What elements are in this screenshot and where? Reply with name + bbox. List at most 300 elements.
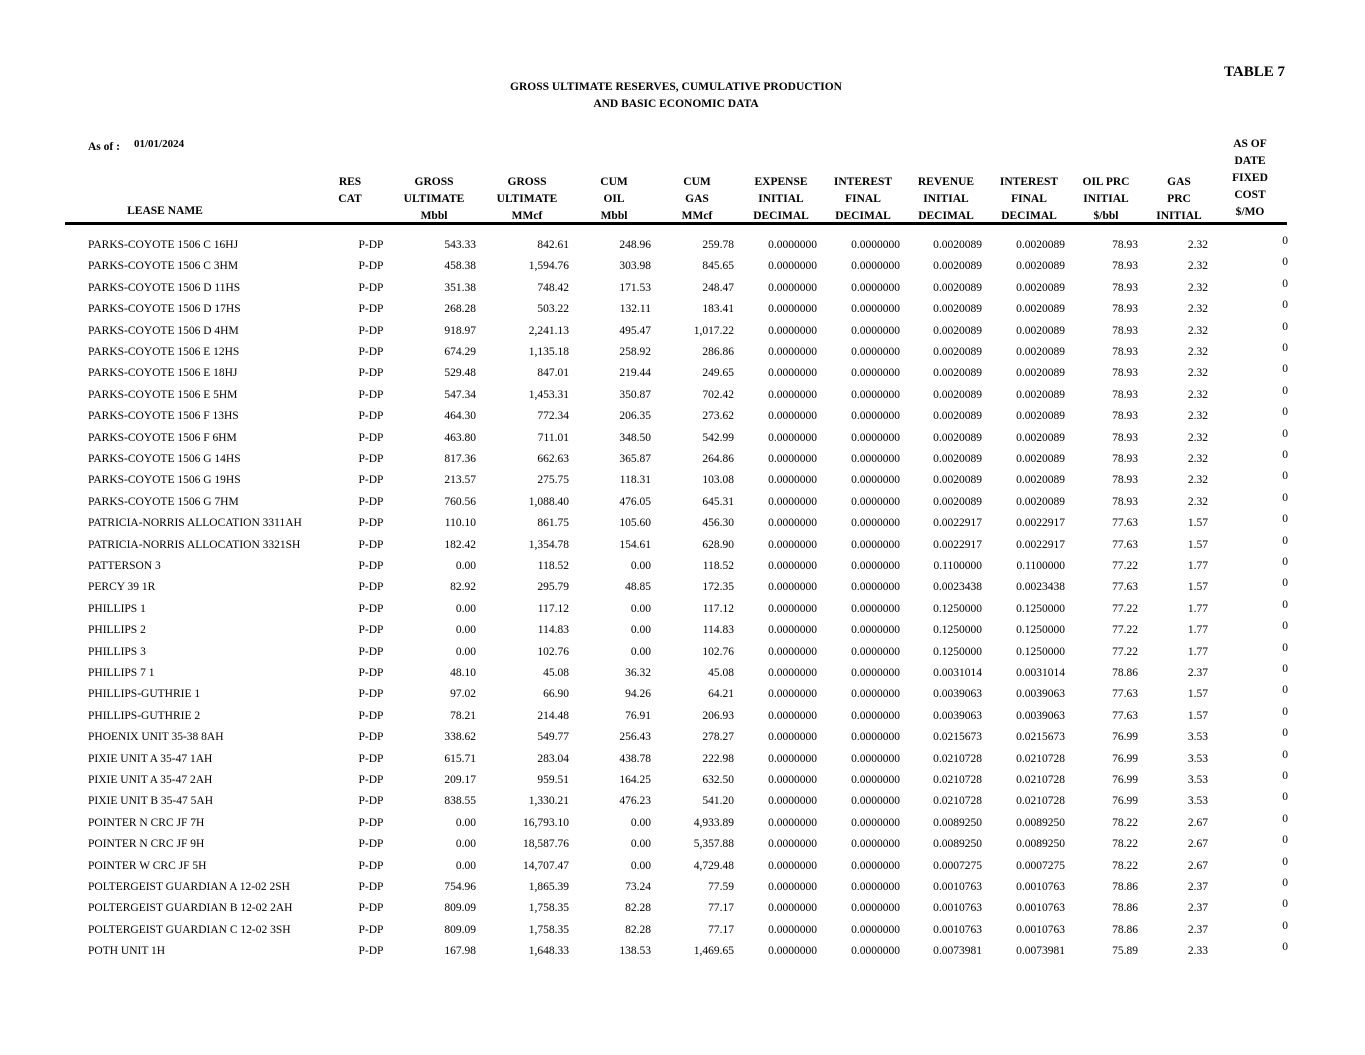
oil-price-cell: 78.93 (1112, 495, 1138, 508)
expense-initial-cell: 0.0000000 (768, 881, 817, 893)
revenue-initial-cell: 0.0010763 (933, 923, 982, 936)
gross-ultimate-oil-cell: 458.38 (444, 260, 476, 273)
gas-price-cell: 1.77 (1187, 645, 1208, 658)
interest-final-1-cell: 0.0000000 (851, 538, 900, 551)
lease-name-cell: PARKS-COYOTE 1506 E 12HS (88, 346, 240, 358)
interest-final-2-cell: 0.0039063 (1016, 688, 1065, 701)
revenue-initial-cell: 0.0020089 (933, 260, 982, 273)
interest-final-1-cell: 0.0000000 (851, 709, 900, 722)
interest-final-1-cell: 0.0000000 (851, 517, 900, 530)
gross-ultimate-gas-cell: 772.34 (537, 410, 569, 423)
interest-final-2-cell: 0.0020089 (1016, 346, 1065, 358)
cum-oil-cell: 171.53 (619, 281, 651, 294)
revenue-initial-cell: 0.1250000 (933, 645, 982, 658)
cum-oil-cell: 350.87 (619, 388, 651, 401)
oil-price-cell: 77.63 (1112, 688, 1138, 701)
expense-initial-cell: 0.0000000 (768, 324, 817, 337)
fixed-cost-cell: 0 (1282, 598, 1288, 611)
oil-price-cell: 78.93 (1112, 303, 1138, 316)
revenue-initial-cell: 0.0020089 (933, 388, 982, 401)
fixed-cost-cell: 0 (1282, 449, 1288, 461)
interest-final-2-cell: 0.1100000 (1016, 560, 1065, 572)
gas-price-cell: 1.57 (1187, 538, 1208, 551)
table-row (0, 834, 1365, 859)
cum-oil-cell: 132.11 (619, 303, 651, 316)
lease-name-cell: PARKS-COYOTE 1506 D 11HS (88, 281, 241, 294)
interest-final-2-cell: 0.0010763 (1016, 881, 1065, 893)
oil-price-cell: 77.63 (1112, 538, 1138, 551)
cum-oil-cell: 438.78 (619, 752, 651, 765)
expense-initial-cell: 0.0000000 (768, 945, 817, 958)
gross-ultimate-oil-cell: 543.33 (444, 239, 476, 251)
gross-ultimate-gas-cell: 1,135.18 (528, 346, 569, 358)
fixed-cost-cell: 0 (1282, 898, 1288, 911)
cum-gas-cell: 273.62 (702, 410, 734, 423)
expense-initial-cell: 0.0000000 (768, 602, 817, 615)
cum-gas-cell: 45.08 (708, 667, 734, 679)
lease-name-cell: PARKS-COYOTE 1506 C 16HJ (88, 239, 239, 251)
as-of-label: As of : (88, 141, 120, 153)
cum-oil-cell: 476.23 (619, 795, 651, 808)
gross-ultimate-gas-cell: 662.63 (537, 453, 569, 465)
table-row (0, 363, 1365, 388)
fixed-cost-cell: 0 (1282, 684, 1288, 697)
gross-ultimate-gas-cell: 66.90 (543, 688, 569, 701)
expense-initial-cell: 0.0000000 (768, 774, 817, 786)
gross-ultimate-oil-cell: 0.00 (455, 645, 476, 658)
interest-final-1-cell: 0.0000000 (851, 346, 900, 358)
oil-price-cell: 77.63 (1112, 709, 1138, 722)
cum-oil-cell: 36.32 (625, 667, 651, 679)
lease-name-cell: POINTER W CRC JF 5H (88, 859, 207, 872)
expense-initial-cell: 0.0000000 (768, 453, 817, 465)
cum-gas-cell: 5,357.88 (693, 838, 734, 851)
res-cat-cell: P-DP (358, 239, 384, 251)
interest-final-1-cell: 0.0000000 (851, 324, 900, 337)
expense-initial-cell: 0.0000000 (768, 260, 817, 273)
expense-initial-cell: 0.0000000 (768, 281, 817, 294)
expense-initial-cell: 0.0000000 (768, 752, 817, 765)
cum-oil-cell: 82.28 (625, 902, 651, 915)
table-row (0, 427, 1365, 453)
cum-gas-cell: 542.99 (702, 431, 734, 444)
expense-initial-cell: 0.0000000 (768, 816, 817, 829)
header-interest-final-1: INTEREST FINAL DECIMAL (833, 176, 893, 222)
res-cat-cell: P-DP (358, 902, 384, 915)
header-lease-name: LEASE NAME (127, 205, 203, 217)
cum-oil-cell: 118.31 (619, 474, 651, 487)
lease-name-cell: POLTERGEIST GUARDIAN C 12-02 3SH (88, 923, 291, 936)
fixed-cost-cell: 0 (1282, 834, 1288, 847)
res-cat-cell: P-DP (358, 945, 384, 958)
gas-price-cell: 2.32 (1187, 474, 1208, 487)
interest-final-1-cell: 0.0000000 (851, 474, 900, 487)
table-row (0, 320, 1365, 346)
gross-ultimate-oil-cell: 48.10 (450, 667, 476, 679)
gross-ultimate-gas-cell: 1,453.31 (528, 388, 569, 401)
oil-price-cell: 78.86 (1112, 923, 1138, 936)
gas-price-cell: 2.32 (1187, 367, 1208, 380)
oil-price-cell: 77.22 (1112, 602, 1138, 615)
gross-ultimate-gas-cell: 959.51 (537, 774, 569, 786)
res-cat-cell: P-DP (358, 560, 384, 572)
interest-final-2-cell: 0.0215673 (1016, 731, 1065, 744)
gas-price-cell: 3.53 (1187, 795, 1208, 808)
interest-final-1-cell: 0.0000000 (851, 645, 900, 658)
gas-price-cell: 2.37 (1187, 902, 1208, 915)
fixed-cost-cell: 0 (1282, 770, 1288, 782)
gas-price-cell: 2.32 (1187, 303, 1208, 316)
fixed-cost-cell: 0 (1282, 620, 1288, 633)
fixed-cost-cell: 0 (1282, 534, 1288, 547)
gross-ultimate-gas-cell: 842.61 (537, 239, 569, 251)
lease-name-cell: POINTER N CRC JF 9H (88, 838, 205, 851)
cum-gas-cell: 248.47 (702, 281, 734, 294)
res-cat-cell: P-DP (358, 346, 384, 358)
expense-initial-cell: 0.0000000 (768, 560, 817, 572)
gas-price-cell: 2.33 (1187, 945, 1208, 958)
expense-initial-cell: 0.0000000 (768, 538, 817, 551)
gas-price-cell: 2.37 (1187, 667, 1208, 679)
table-row (0, 406, 1365, 431)
interest-final-1-cell: 0.0000000 (851, 281, 900, 294)
table-row (0, 513, 1365, 538)
interest-final-1-cell: 0.0000000 (851, 752, 900, 765)
cum-gas-cell: 117.12 (702, 602, 734, 615)
revenue-initial-cell: 0.0039063 (933, 709, 982, 722)
cum-gas-cell: 278.27 (702, 731, 734, 744)
table-row (0, 641, 1365, 667)
cum-gas-cell: 249.65 (702, 367, 734, 380)
interest-final-2-cell: 0.0020089 (1016, 453, 1065, 465)
table-row (0, 534, 1365, 560)
gross-ultimate-oil-cell: 754.96 (444, 881, 476, 893)
gross-ultimate-oil-cell: 209.17 (444, 774, 476, 786)
gas-price-cell: 1.77 (1187, 624, 1208, 637)
fixed-cost-cell: 0 (1282, 577, 1288, 590)
header-cum-oil: CUM OIL Mbbl (600, 176, 628, 222)
cum-oil-cell: 82.28 (625, 923, 651, 936)
header-gross-ultimate-gas: GROSS ULTIMATE MMcf (496, 176, 558, 222)
lease-name-cell: POTH UNIT 1H (88, 945, 166, 958)
lease-name-cell: PHILLIPS-GUTHRIE 1 (88, 688, 201, 701)
cum-gas-cell: 1,017.22 (693, 324, 734, 337)
header-oil-price: OIL PRC INITIAL $/bbl (1082, 176, 1130, 222)
gross-ultimate-gas-cell: 1,648.33 (528, 945, 569, 958)
cum-oil-cell: 0.00 (630, 624, 651, 637)
gas-price-cell: 2.32 (1187, 324, 1208, 337)
interest-final-2-cell: 0.1250000 (1016, 624, 1065, 637)
oil-price-cell: 78.93 (1112, 367, 1138, 380)
gross-ultimate-gas-cell: 2,241.13 (528, 324, 569, 337)
gross-ultimate-oil-cell: 838.55 (444, 795, 476, 808)
interest-final-2-cell: 0.0020089 (1016, 410, 1065, 423)
interest-final-2-cell: 0.0020089 (1016, 367, 1065, 380)
cum-oil-cell: 73.24 (625, 881, 651, 893)
table-row (0, 598, 1365, 624)
gross-ultimate-gas-cell: 1,088.40 (528, 495, 569, 508)
oil-price-cell: 78.86 (1112, 667, 1138, 679)
cum-oil-cell: 0.00 (630, 645, 651, 658)
gas-price-cell: 2.67 (1187, 838, 1208, 851)
lease-name-cell: POLTERGEIST GUARDIAN A 12-02 2SH (88, 881, 290, 893)
interest-final-2-cell: 0.0020089 (1016, 388, 1065, 401)
cum-gas-cell: 845.65 (702, 260, 734, 273)
header-gross-ultimate-oil: GROSS ULTIMATE Mbbl (403, 176, 465, 222)
res-cat-cell: P-DP (358, 281, 384, 294)
gross-ultimate-oil-cell: 760.56 (444, 495, 476, 508)
gross-ultimate-oil-cell: 809.09 (444, 923, 476, 936)
interest-final-2-cell: 0.1250000 (1016, 602, 1065, 615)
gross-ultimate-gas-cell: 14,707.47 (523, 859, 569, 872)
gas-price-cell: 3.53 (1187, 752, 1208, 765)
lease-name-cell: POINTER N CRC JF 7H (88, 816, 205, 829)
gas-price-cell: 2.67 (1187, 816, 1208, 829)
expense-initial-cell: 0.0000000 (768, 410, 817, 423)
table-row (0, 384, 1365, 410)
table-row (0, 812, 1365, 838)
cum-gas-cell: 4,729.48 (693, 859, 734, 872)
oil-price-cell: 77.22 (1112, 624, 1138, 637)
table-row (0, 556, 1365, 581)
cum-gas-cell: 114.83 (702, 624, 734, 637)
interest-final-2-cell: 0.0039063 (1016, 709, 1065, 722)
gas-price-cell: 1.57 (1187, 581, 1208, 594)
fixed-cost-cell: 0 (1282, 491, 1288, 504)
interest-final-1-cell: 0.0000000 (851, 367, 900, 380)
lease-name-cell: PARKS-COYOTE 1506 F 13HS (88, 410, 239, 423)
revenue-initial-cell: 0.0020089 (933, 281, 982, 294)
revenue-initial-cell: 0.0073981 (933, 945, 982, 958)
gross-ultimate-gas-cell: 283.04 (537, 752, 569, 765)
cum-oil-cell: 476.05 (619, 495, 651, 508)
res-cat-cell: P-DP (358, 923, 384, 936)
res-cat-cell: P-DP (358, 688, 384, 701)
cum-oil-cell: 348.50 (619, 431, 651, 444)
report-title-line-2: AND BASIC ECONOMIC DATA (593, 98, 759, 110)
cum-gas-cell: 118.52 (702, 560, 734, 572)
table-row (0, 620, 1365, 645)
res-cat-cell: P-DP (358, 881, 384, 893)
table-number: TABLE 7 (1224, 64, 1285, 80)
interest-final-1-cell: 0.0000000 (851, 731, 900, 744)
as-of-date: 01/01/2024 (134, 138, 185, 150)
interest-final-2-cell: 0.0007275 (1016, 859, 1065, 872)
gross-ultimate-gas-cell: 1,758.35 (528, 902, 569, 915)
gross-ultimate-oil-cell: 0.00 (455, 859, 476, 872)
revenue-initial-cell: 0.0089250 (933, 838, 982, 851)
gross-ultimate-gas-cell: 549.77 (537, 731, 569, 744)
revenue-initial-cell: 0.0010763 (933, 902, 982, 915)
cum-oil-cell: 94.26 (625, 688, 651, 701)
gas-price-cell: 2.32 (1187, 495, 1208, 508)
table-row (0, 941, 1365, 966)
cum-oil-cell: 76.91 (625, 709, 651, 722)
fixed-cost-cell: 0 (1282, 320, 1288, 333)
gas-price-cell: 2.32 (1187, 453, 1208, 465)
interest-final-1-cell: 0.0000000 (851, 431, 900, 444)
oil-price-cell: 78.93 (1112, 410, 1138, 423)
cum-gas-cell: 102.76 (702, 645, 734, 658)
lease-name-cell: PATRICIA-NORRIS ALLOCATION 3321SH (88, 538, 301, 551)
cum-gas-cell: 632.50 (702, 774, 734, 786)
gross-ultimate-gas-cell: 102.76 (537, 645, 569, 658)
lease-name-cell: PARKS-COYOTE 1506 E 18HJ (88, 367, 238, 380)
cum-oil-cell: 164.25 (619, 774, 651, 786)
oil-price-cell: 77.22 (1112, 560, 1138, 572)
interest-final-2-cell: 0.0020089 (1016, 431, 1065, 444)
interest-final-1-cell: 0.0000000 (851, 453, 900, 465)
gross-ultimate-gas-cell: 1,758.35 (528, 923, 569, 936)
interest-final-2-cell: 0.0020089 (1016, 324, 1065, 337)
interest-final-2-cell: 0.1250000 (1016, 645, 1065, 658)
gas-price-cell: 2.32 (1187, 388, 1208, 401)
lease-name-cell: PIXIE UNIT A 35-47 1AH (88, 752, 213, 765)
revenue-initial-cell: 0.0020089 (933, 410, 982, 423)
res-cat-cell: P-DP (358, 731, 384, 744)
res-cat-cell: P-DP (358, 667, 384, 679)
res-cat-cell: P-DP (358, 324, 384, 337)
interest-final-2-cell: 0.0210728 (1016, 752, 1065, 765)
revenue-initial-cell: 0.0089250 (933, 816, 982, 829)
lease-name-cell: PARKS-COYOTE 1506 G 19HS (88, 474, 241, 487)
cum-oil-cell: 258.92 (619, 346, 651, 358)
lease-name-cell: PIXIE UNIT B 35-47 5AH (88, 795, 214, 808)
gas-price-cell: 1.57 (1187, 688, 1208, 701)
gross-ultimate-gas-cell: 214.48 (537, 709, 569, 722)
gross-ultimate-oil-cell: 268.28 (444, 303, 476, 316)
revenue-initial-cell: 0.0020089 (933, 453, 982, 465)
fixed-cost-cell: 0 (1282, 919, 1288, 932)
res-cat-cell: P-DP (358, 602, 384, 615)
cum-oil-cell: 138.53 (619, 945, 651, 958)
expense-initial-cell: 0.0000000 (768, 367, 817, 380)
oil-price-cell: 75.89 (1112, 945, 1138, 958)
res-cat-cell: P-DP (358, 388, 384, 401)
header-fixed-cost: AS OF DATE FIXED COST $/MO (1232, 138, 1268, 218)
cum-oil-cell: 303.98 (619, 260, 651, 273)
cum-oil-cell: 0.00 (630, 859, 651, 872)
table-row (0, 491, 1365, 517)
oil-price-cell: 78.86 (1112, 902, 1138, 915)
gross-ultimate-oil-cell: 463.80 (444, 431, 476, 444)
oil-price-cell: 78.22 (1112, 816, 1138, 829)
table-row (0, 919, 1365, 945)
res-cat-cell: P-DP (358, 517, 384, 530)
gas-price-cell: 2.67 (1187, 859, 1208, 872)
cum-oil-cell: 0.00 (630, 816, 651, 829)
cum-gas-cell: 645.31 (702, 495, 734, 508)
oil-price-cell: 78.93 (1112, 260, 1138, 273)
interest-final-2-cell: 0.0073981 (1016, 945, 1065, 958)
res-cat-cell: P-DP (358, 859, 384, 872)
table-row (0, 684, 1365, 709)
gross-ultimate-gas-cell: 503.22 (537, 303, 569, 316)
table-row (0, 342, 1365, 367)
res-cat-cell: P-DP (358, 538, 384, 551)
gross-ultimate-gas-cell: 118.52 (537, 560, 569, 572)
revenue-initial-cell: 0.0010763 (933, 881, 982, 893)
revenue-initial-cell: 0.1250000 (933, 602, 982, 615)
header-rule (65, 222, 1287, 225)
interest-final-2-cell: 0.0023438 (1016, 581, 1065, 594)
cum-gas-cell: 77.17 (708, 902, 734, 915)
expense-initial-cell: 0.0000000 (768, 731, 817, 744)
interest-final-2-cell: 0.0020089 (1016, 303, 1065, 316)
fixed-cost-cell: 0 (1282, 513, 1288, 526)
cum-gas-cell: 4,933.89 (693, 816, 734, 829)
res-cat-cell: P-DP (358, 474, 384, 487)
gross-ultimate-oil-cell: 213.57 (444, 474, 476, 487)
cum-oil-cell: 154.61 (619, 538, 651, 551)
fixed-cost-cell: 0 (1282, 363, 1288, 376)
interest-final-1-cell: 0.0000000 (851, 581, 900, 594)
header-expense-initial: EXPENSE INITIAL DECIMAL (753, 176, 809, 222)
cum-gas-cell: 206.93 (702, 709, 734, 722)
table-row (0, 791, 1365, 816)
gross-ultimate-gas-cell: 45.08 (543, 667, 569, 679)
gross-ultimate-oil-cell: 351.38 (444, 281, 476, 294)
res-cat-cell: P-DP (358, 709, 384, 722)
res-cat-cell: P-DP (358, 838, 384, 851)
expense-initial-cell: 0.0000000 (768, 624, 817, 637)
interest-final-2-cell: 0.0210728 (1016, 774, 1065, 786)
lease-name-cell: PATTERSON 3 (88, 560, 161, 572)
interest-final-2-cell: 0.0020089 (1016, 474, 1065, 487)
cum-oil-cell: 105.60 (619, 517, 651, 530)
report-title-line-1: GROSS ULTIMATE RESERVES, CUMULATIVE PRODUCTION (510, 81, 842, 93)
res-cat-cell: P-DP (358, 816, 384, 829)
gross-ultimate-oil-cell: 918.97 (444, 324, 476, 337)
header-interest-final-2: INTEREST FINAL DECIMAL (999, 176, 1059, 222)
gross-ultimate-oil-cell: 615.71 (444, 752, 476, 765)
res-cat-cell: P-DP (358, 410, 384, 423)
expense-initial-cell: 0.0000000 (768, 474, 817, 487)
lease-name-cell: POLTERGEIST GUARDIAN B 12-02 2AH (88, 902, 293, 915)
oil-price-cell: 78.93 (1112, 431, 1138, 444)
res-cat-cell: P-DP (358, 260, 384, 273)
interest-final-1-cell: 0.0000000 (851, 816, 900, 829)
gross-ultimate-gas-cell: 1,354.78 (528, 538, 569, 551)
gross-ultimate-gas-cell: 275.75 (537, 474, 569, 487)
gross-ultimate-oil-cell: 182.42 (444, 538, 476, 551)
oil-price-cell: 76.99 (1112, 731, 1138, 744)
gross-ultimate-gas-cell: 18,587.76 (523, 838, 569, 851)
gross-ultimate-gas-cell: 748.42 (537, 281, 569, 294)
lease-name-cell: PHILLIPS 3 (88, 645, 146, 658)
header-revenue-initial: REVENUE INITIAL DECIMAL (917, 176, 975, 222)
interest-final-1-cell: 0.0000000 (851, 902, 900, 915)
interest-final-1-cell: 0.0000000 (851, 303, 900, 316)
gross-ultimate-oil-cell: 338.62 (444, 731, 476, 744)
cum-gas-cell: 103.08 (702, 474, 734, 487)
interest-final-2-cell: 0.0020089 (1016, 281, 1065, 294)
gross-ultimate-oil-cell: 0.00 (455, 838, 476, 851)
interest-final-2-cell: 0.0010763 (1016, 902, 1065, 915)
interest-final-1-cell: 0.0000000 (851, 838, 900, 851)
interest-final-1-cell: 0.0000000 (851, 667, 900, 679)
gross-ultimate-gas-cell: 711.01 (537, 431, 569, 444)
interest-final-2-cell: 0.0089250 (1016, 816, 1065, 829)
res-cat-cell: P-DP (358, 367, 384, 380)
interest-final-1-cell: 0.0000000 (851, 945, 900, 958)
gross-ultimate-oil-cell: 110.10 (444, 517, 476, 530)
cum-gas-cell: 259.78 (702, 239, 734, 251)
gross-ultimate-oil-cell: 0.00 (455, 560, 476, 572)
fixed-cost-cell: 0 (1282, 256, 1288, 269)
fixed-cost-cell: 0 (1282, 791, 1288, 804)
oil-price-cell: 78.86 (1112, 881, 1138, 893)
